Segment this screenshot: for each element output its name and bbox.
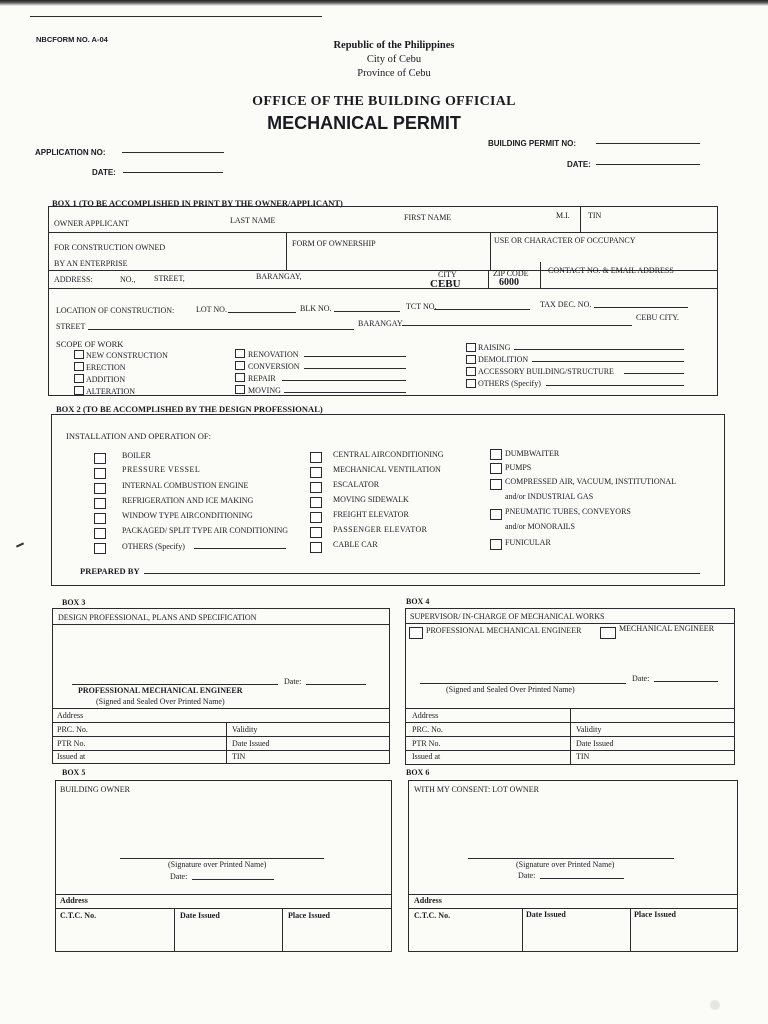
box6-signature: (Signature over Printed Name) [516,860,615,869]
box6-signature-line[interactable] [468,858,674,859]
street-label: STREET [56,322,86,331]
box4-tin: TIN [576,752,590,761]
checkbox-demolition[interactable] [466,355,476,364]
box4-heading: SUPERVISOR/ IN-CHARGE OF MECHANICAL WORKS [410,612,605,621]
application-no-label: APPLICATION NO: [35,148,106,157]
building-permit-no-field[interactable] [596,143,700,144]
box3-signed: (Signed and Sealed Over Printed Name) [96,697,225,706]
application-no-field[interactable] [122,152,224,153]
building-permit-no-label: BUILDING PERMIT NO: [488,139,576,148]
cebu-city-label: CEBU CITY. [636,313,679,322]
box3-address: Address [57,711,84,720]
box1-heading: BOX 1 (TO BE ACCOMPLISHED IN PRINT BY THE OWNER/APPLICANT) [52,198,343,208]
box4-ptr: PTR No. [412,739,441,748]
checkbox-freight-elevator[interactable] [310,512,322,523]
item-mech-ventilation: MECHANICAL VENTILATION [333,465,441,474]
scope-renovation: RENOVATION [248,350,299,359]
box4-date-field[interactable] [654,681,718,682]
box6-date-issued: Date Issued [526,910,566,919]
raising-field[interactable] [514,349,684,350]
checkbox-boiler[interactable] [94,453,106,464]
box4-label: BOX 4 [406,597,430,606]
box6-heading: WITH MY CONSENT: LOT OWNER [414,785,539,794]
checkbox-central-aircon[interactable] [310,452,322,463]
box3-label: BOX 3 [62,598,86,607]
others-install-field[interactable] [194,548,286,549]
item-ice-engine: INTERNAL COMBUSTION ENGINE [122,481,249,490]
scope-label: SCOPE OF WORK [56,339,124,349]
street-field[interactable] [88,329,354,330]
item-passenger-elevator: PASSENGER ELEVATOR [333,525,428,534]
scan-edge [0,0,768,6]
checkbox-conversion[interactable] [235,361,245,370]
box5-signature: (Signature over Printed Name) [168,860,267,869]
scope-addition: ADDITION [86,375,126,384]
top-rule [30,16,322,17]
checkbox-erection[interactable] [74,362,84,371]
zip-label: ZIP CODE [493,269,529,278]
page-title: MECHANICAL PERMIT [267,113,461,133]
scope-moving: MOVING [248,386,281,395]
owner-applicant-label: OWNER APPLICANT [54,219,129,228]
last-name-label: LAST NAME [230,216,276,225]
checkbox-addition[interactable] [74,374,84,383]
contact-label: CONTACT NO. & EMAIL ADDRESS [548,266,674,275]
date-right-field[interactable] [596,164,700,165]
city-text: City of Cebu [366,54,422,65]
item-pumps: PUMPS [505,463,532,472]
province-text: Province of Cebu [357,68,431,79]
box3-tin: TIN [232,752,246,761]
box3-issued-at: Issued at [57,752,86,761]
item-dumbwaiter: DUMBWAITER [505,449,560,458]
box5-heading: BUILDING OWNER [60,785,130,794]
item-freight-elevator: FREIGHT ELEVATOR [333,510,409,519]
item-cable-car: CABLE CAR [333,540,378,549]
checkbox-pme[interactable] [409,627,423,639]
box6-ctc: C.T.C. No. [414,911,451,920]
item-funicular: FUNICULAR [505,538,551,547]
scope-repair: REPAIR [248,374,276,383]
checkbox-renovation[interactable] [235,349,245,358]
box4-date-issued: Date Issued [576,739,614,748]
checkbox-moving[interactable] [235,385,245,394]
checkbox-escalator[interactable] [310,482,322,493]
box6-date-label: Date: [518,871,536,880]
lot-no-field[interactable] [228,312,296,313]
scope-new-construction: NEW CONSTRUCTION [86,351,168,360]
mi-label: M.I. [556,211,570,220]
scope-demolition: DEMOLITION [478,355,529,364]
checkbox-funicular[interactable] [490,539,502,550]
first-name-label: FIRST NAME [404,213,452,222]
office-title: OFFICE OF THE BUILDING OFFICIAL [252,94,516,109]
form-of-ownership-label: FORM OF OWNERSHIP [292,239,376,248]
checkbox-others-install[interactable] [94,543,106,554]
demolition-field[interactable] [532,361,684,362]
by-enterprise-label: BY AN ENTERPRISE [54,259,128,268]
scan-mark [16,542,24,547]
city-value: CEBU [430,278,461,290]
checkbox-repair[interactable] [235,373,245,382]
scope-erection: ERECTION [86,363,126,372]
box2-heading: BOX 2 (TO BE ACCOMPLISHED BY THE DESIGN PROFESSIONAL) [56,404,323,414]
blk-no-field[interactable] [334,311,400,312]
item-split-aircon: PACKAGED/ SPLIT TYPE AIR CONDITIONING [122,526,289,535]
box4-signature-line[interactable] [420,683,626,684]
item-monorails: and/or MONORAILS [505,522,575,531]
item-escalator: ESCALATOR [333,480,380,489]
for-construction-label: FOR CONSTRUCTION OWNED [54,243,166,252]
checkbox-dumbwaiter[interactable] [490,449,502,460]
checkbox-pneumatic-tubes[interactable] [490,509,502,520]
checkbox-window-aircon[interactable] [94,513,106,524]
item-industrial-gas: and/or INDUSTRIAL GAS [505,492,594,501]
box4-prc: PRC. No. [412,725,443,734]
checkbox-compressed-air[interactable] [490,479,502,490]
address-street-label: STREET, [154,274,185,283]
date-right-label: DATE: [567,160,591,169]
others-scope-field[interactable] [546,385,684,386]
checkbox-alteration[interactable] [74,386,84,395]
blk-no-label: BLK NO. [300,304,332,313]
city-label: CITY [438,270,457,279]
checkbox-refrigeration[interactable] [94,498,106,509]
item-pressure-vessel: PRESSURE VESSEL [122,465,201,474]
checkbox-raising[interactable] [466,343,476,352]
item-central-aircon: CENTRAL AIRCONDITIONING [333,450,444,459]
box3-date-issued: Date Issued [232,739,270,748]
box5-date-field[interactable] [192,879,274,880]
checkbox-cable-car[interactable] [310,542,322,553]
prepared-by-label: PREPARED BY [80,566,140,576]
checkbox-passenger-elevator[interactable] [310,527,322,538]
tax-dec-field[interactable] [594,307,688,308]
box4-validity: Validity [576,725,602,734]
box4-signed: (Signed and Sealed Over Printed Name) [446,685,575,694]
checkbox-moving-sidewalk[interactable] [310,497,322,508]
box3-heading: DESIGN PROFESSIONAL, PLANS AND SPECIFICATION [58,613,257,622]
box3-signature-line[interactable] [72,684,278,685]
address-barangay-label: BARANGAY, [256,272,302,281]
installation-label: INSTALLATION AND OPERATION OF: [66,431,211,441]
box6-address: Address [414,896,442,905]
box3-pme: PROFESSIONAL MECHANICAL ENGINEER [78,686,243,695]
box4-issued-at: Issued at [412,752,441,761]
address-no-label: NO., [120,275,136,284]
checkbox-me[interactable] [600,627,616,639]
checkbox-pumps[interactable] [490,463,502,474]
box6-date-field[interactable] [540,878,624,879]
box4-opt1: PROFESSIONAL MECHANICAL ENGINEER [426,626,582,635]
box6-place-issued: Place Issued [634,910,676,919]
checkbox-pressure-vessel[interactable] [94,468,106,479]
scope-conversion: CONVERSION [248,362,300,371]
box6-label: BOX 6 [406,768,430,777]
item-compressed-air: COMPRESSED AIR, VACUUM, INSTITUTIONAL [505,477,677,486]
republic-text: Republic of the Philippines [333,40,455,51]
barangay-field[interactable] [402,325,632,326]
checkbox-new-construction[interactable] [74,350,84,359]
scope-alteration: ALTERATION [86,387,136,396]
box4-address: Address [412,711,439,720]
use-character-label: USE OR CHARACTER OF OCCUPANCY [494,236,636,245]
scope-others: OTHERS (Specify) [478,379,541,388]
lot-no-label: LOT NO. [196,305,227,314]
item-refrigeration: REFRIGERATION AND ICE MAKING [122,496,254,505]
item-others-install: OTHERS (Specify) [122,542,185,551]
tct-no-label: TCT NO. [406,302,437,311]
repair-field[interactable] [282,380,406,381]
scope-accessory: ACCESSORY BUILDING/STRUCTURE [478,367,614,376]
location-label: LOCATION OF CONSTRUCTION: [56,306,175,315]
box3-ptr: PTR No. [57,739,86,748]
conversion-field[interactable] [304,368,406,369]
item-pneumatic-tubes: PNEUMATIC TUBES, CONVEYORS [505,507,631,516]
box3-prc: PRC. No. [57,725,88,734]
tax-dec-label: TAX DEC. NO. [540,300,592,309]
checkbox-accessory[interactable] [466,367,476,376]
prepared-by-field[interactable] [144,573,700,574]
box5-address: Address [60,896,88,905]
scan-blemish [710,1000,720,1010]
item-moving-sidewalk: MOVING SIDEWALK [333,495,409,504]
date-left-field[interactable] [123,172,223,173]
box5-ctc: C.T.C. No. [60,911,97,920]
checkbox-split-aircon[interactable] [94,528,106,539]
accessory-field[interactable] [624,373,684,374]
box5-place-issued: Place Issued [288,911,330,920]
scope-raising: RAISING [478,343,511,352]
box4-date-label: Date: [632,674,650,683]
barangay-label: BARANGAY [358,319,403,328]
box5-date-issued: Date Issued [180,911,220,920]
checkbox-others-scope[interactable] [466,379,476,388]
box5-signature-line[interactable] [120,858,324,859]
item-boiler: BOILER [122,451,151,460]
checkbox-ice-engine[interactable] [94,483,106,494]
item-window-aircon: WINDOW TYPE AIRCONDITIONING [122,511,253,520]
tct-no-field[interactable] [434,309,530,310]
box3-validity: Validity [232,725,258,734]
form-code: NBCFORM NO. A-04 [36,35,108,44]
zip-value: 6000 [499,277,519,288]
renovation-field[interactable] [304,356,406,357]
box5-label: BOX 5 [62,768,86,777]
box4-opt2: MECHANICAL ENGINEER [619,624,715,633]
date-left-label: DATE: [92,168,116,177]
address-label: ADDRESS: [54,275,93,284]
moving-field[interactable] [284,392,406,393]
box3-date-label: Date: [284,677,302,686]
box5-date-label: Date: [170,872,188,881]
box3-date-field[interactable] [306,684,366,685]
tin-label: TIN [588,211,602,220]
checkbox-mech-ventilation[interactable] [310,467,322,478]
